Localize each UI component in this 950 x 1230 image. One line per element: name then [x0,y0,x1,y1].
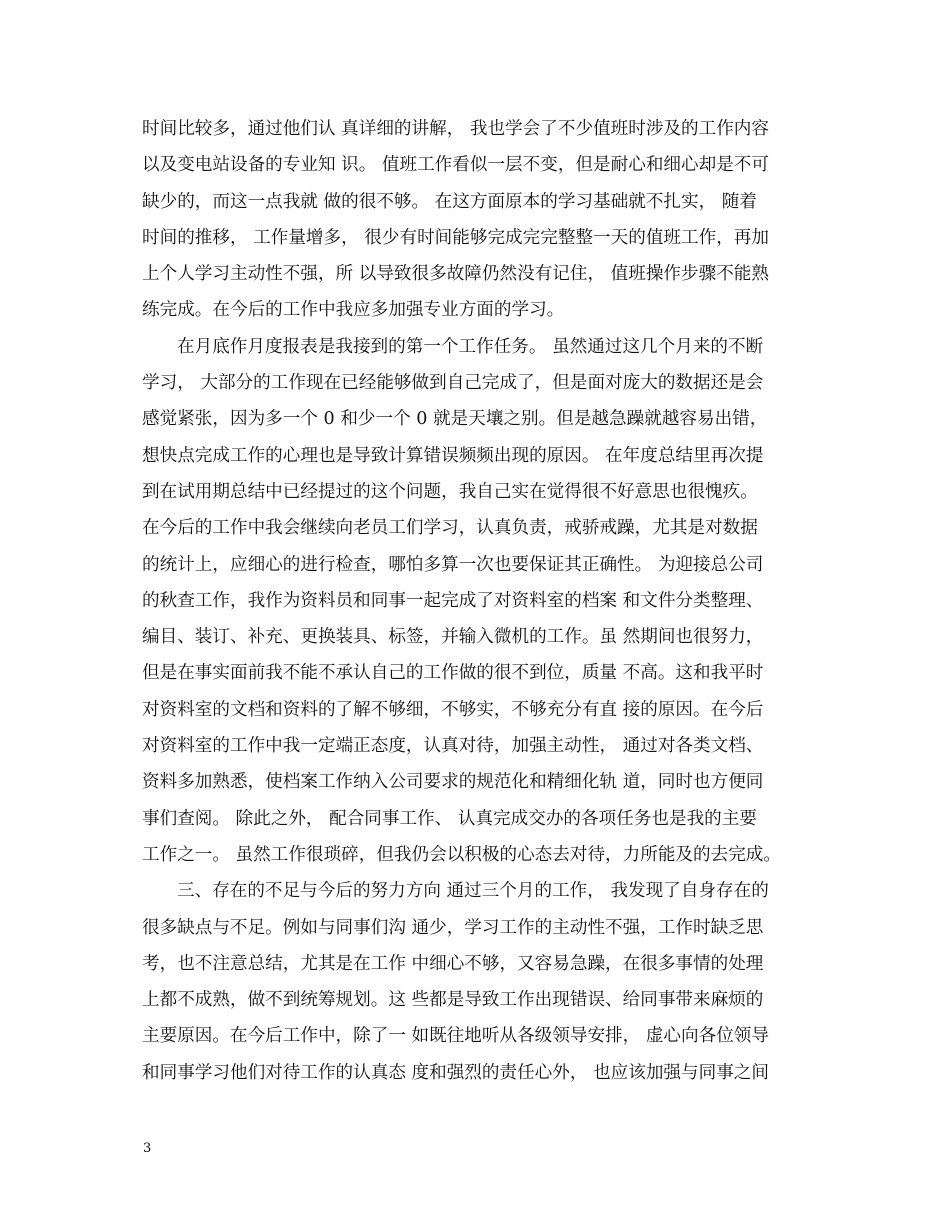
text-line: 的秋查工作，我作为资料员和同事一起完成了对资料室的档案 和文件分类整理、 [142,590,764,611]
text-line: 学习， 大部分的工作现在已经能够做到自己完成了，但是面对庞大的数据还是会 [142,373,764,394]
document-body [142,111,810,1091]
paragraph-1 [142,111,810,329]
text-line-first: 在月底作月度报表是我接到的第一个工作任务。 虽然通过这几个月来的不断 [177,336,764,357]
text-line: 以及变电站设备的专业知 识。 值班工作看似一层不变，但是耐心和细心却是不可 [142,155,769,176]
text-line-first: 三、存在的不足与今后的努力方向 通过三个月的工作， 我发现了自身存在的 [177,881,769,902]
text-line: 考，也不注意总结，尤其是在工作 中细心不够，又容易急躁，在很多事情的处理 [142,953,764,974]
text-line: 时间比较多，通过他们认 真详细的讲解， 我也学会了不少值班时涉及的工作内容 [142,119,769,139]
paragraph-2 [142,329,810,873]
text-line: 和同事学习他们对待工作的认真态 度和强烈的责任心外， 也应该加强与同事之间 [142,1062,769,1083]
text-line: 编目、装订、补充、更换装具、标签，并输入微机的工作。虽 然期间也很努力， [142,627,764,648]
text-line: 练完成。在今后的工作中我应多加强专业方面的学习。 [142,300,565,321]
text-line: 在今后的工作中我会继续向老员工们学习，认真负责，戒骄戒躁，尤其是对数据 [142,518,758,539]
text-line: 上个人学习主动性不强，所 以导致很多故障仍然没有记住， 值班操作步骤不能熟 [142,264,769,285]
text-line: 事们查阅。 除此之外， 配合同事工作、 认真完成交办的各项任务也是我的主要 [142,808,757,829]
text-line: 的统计上，应细心的进行检查，哪怕多算一次也要保证其正确性。 为迎接总公司 [142,554,764,575]
text-line: 对资料室的工作中我一定端正态度，认真对待，加强主动性， 通过对各类文档、 [142,736,764,757]
page-number: 3 [143,1141,152,1156]
text-line: 上都不成熟，做不到统筹规划。这 些都是导致工作出现错误、给同事带来麻烦的 [142,990,764,1011]
text-line: 工作之一。 虽然工作很琐碎，但我仍会以积极的心态去对待，力所能及的去完成。 [142,844,781,865]
text-line: 对资料室的文档和资料的了解不够细，不够实，不够充分有直 接的原因。在今后 [142,699,764,720]
text-line: 到在试用期总结中已经提过的这个问题，我自己实在觉得很不好意思也很愧疚。 [142,481,758,502]
text-line: 主要原因。在今后工作中，除了一 如既往地听从各级领导安排， 虚心向各位领导 [142,1026,769,1047]
text-line: 缺少的，而这一点我就 做的很不够。 在这方面原本的学习基础就不扎实， 随着 [142,191,757,212]
text-line: 时间的推移， 工作量增多， 很少有时间能够完成完完整整一天的值班工作，再加 [142,227,769,248]
paragraph-3 [142,873,810,1091]
text-line: 资料多加熟悉，使档案工作纳入公司要求的规范化和精细化轨 道，同时也方便同 [142,772,764,793]
text-line: 想快点完成工作的心理也是导致计算错误频频出现的原因。 在年度总结里再次提 [142,445,764,466]
text-line: 很多缺点与不足。例如与同事们沟 通少，学习工作的主动性不强，工作时缺乏思 [142,917,764,938]
text-line: 感觉紧张，因为多一个 0 和少一个 0 就是天壤之别。但是越急躁就越容易出错， [142,409,768,430]
text-line: 但是在事实面前我不能不承认自己的工作做的很不到位，质量 不高。这和我平时 [142,663,764,684]
